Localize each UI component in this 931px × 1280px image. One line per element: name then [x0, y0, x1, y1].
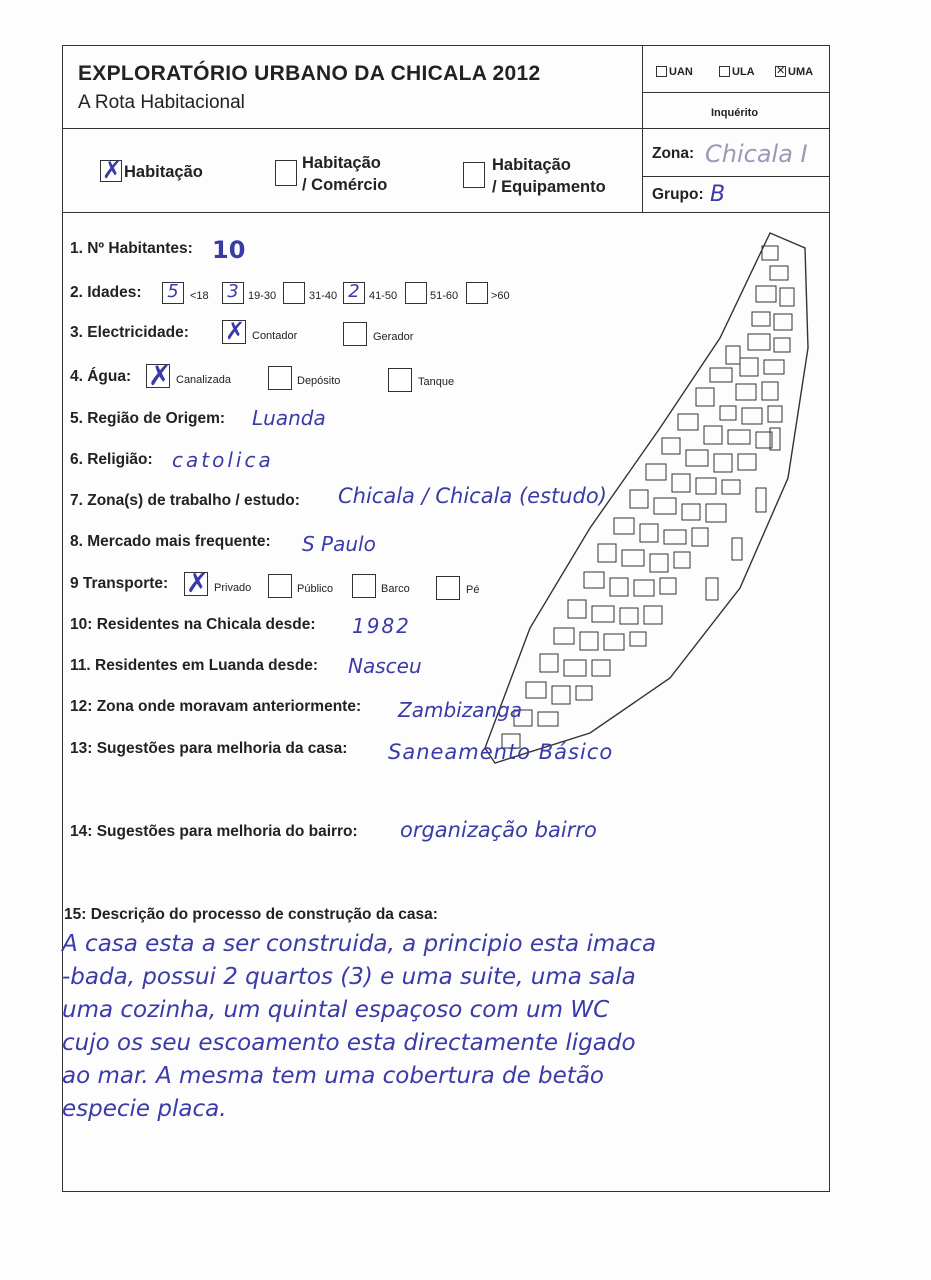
option-habitacao-equipamento-line1: Habitação — [492, 156, 571, 174]
option-habitacao-equipamento-line2: / Equipamento — [492, 178, 606, 196]
q8-label: 8. Mercado mais frequente: — [70, 533, 271, 550]
option-habitacao-comercio-line2: / Comércio — [302, 176, 388, 194]
q13-value: Saneamento Básico — [388, 740, 614, 764]
q15-description — [62, 928, 822, 1126]
check-mark-icon: ✗ — [148, 359, 172, 392]
zona-value: Chicala I — [705, 140, 808, 168]
q15-label: 15: Descrição do processo de construção da casa: — [64, 906, 438, 923]
option-gerador: Gerador — [373, 331, 414, 343]
q10-value: 1982 — [352, 614, 411, 638]
checkbox-privado[interactable] — [184, 568, 209, 599]
q14-value: organização bairro — [400, 818, 597, 842]
age-value-19-30: 3 — [227, 281, 239, 302]
q10-label: 10: Residentes na Chicala desde: — [70, 616, 316, 633]
age-label-41-50: 41-50 — [369, 290, 398, 302]
age-label-19-30: 19-30 — [248, 290, 277, 302]
option-deposito: Depósito — [297, 375, 341, 387]
q1-label: 1. Nº Habitantes: — [70, 240, 193, 257]
zona-label: Zona: — [652, 145, 695, 162]
q4-label: 4. Água: — [70, 368, 132, 385]
checkbox-barco[interactable] — [352, 574, 376, 598]
q11-value: Nasceu — [348, 654, 422, 678]
grupo-value: B — [710, 182, 726, 207]
q12-value: Zambizanga — [398, 698, 523, 722]
checkbox-publico[interactable] — [268, 574, 292, 598]
option-publico: Público — [297, 583, 334, 595]
checkbox-pe[interactable] — [436, 576, 460, 600]
label-uma: UMA — [788, 66, 814, 78]
q5-label: 5. Região de Origem: — [70, 410, 226, 427]
q14-label: 14: Sugestões para melhoria do bairro: — [70, 823, 358, 840]
check-mark-icon: ✗ — [225, 317, 246, 345]
page-subtitle: A Rota Habitacional — [78, 92, 245, 113]
age-box-under-18[interactable] — [162, 282, 184, 304]
q9-label: 9 Transporte: — [70, 575, 169, 592]
q12-label: 12: Zona onde moravam anteriormente: — [70, 698, 362, 715]
q13-label: 13: Sugestões para melhoria da casa: — [70, 740, 348, 757]
checkbox-uma-checked[interactable]: ✕ — [776, 65, 786, 77]
check-mark-icon: ✗ — [102, 156, 123, 184]
grupo-label: Grupo: — [652, 186, 704, 203]
age-label-31-40: 31-40 — [309, 290, 338, 302]
option-habitacao: Habitação — [124, 163, 203, 181]
checkbox-deposito[interactable] — [268, 366, 292, 390]
q3-label: 3. Electricidade: — [70, 324, 189, 341]
checkbox-ula[interactable] — [719, 66, 730, 77]
age-label-under-18: <18 — [190, 290, 209, 302]
type-divider — [62, 212, 830, 213]
label-uan: UAN — [669, 66, 693, 78]
checkbox-habitacao-comercio[interactable] — [275, 160, 297, 186]
checkbox-tanque[interactable] — [388, 368, 412, 392]
age-value-under-18: 5 — [167, 281, 179, 302]
age-label-over-60: >60 — [491, 290, 510, 302]
header-right-divider — [642, 45, 643, 212]
age-box-31-40[interactable] — [283, 282, 305, 304]
q6-value: catolica — [172, 448, 274, 472]
checkbox-canalizada[interactable] — [146, 359, 172, 392]
page-title: EXPLORATÓRIO URBANO DA CHICALA 2012 — [78, 62, 541, 85]
q15-line: cujo os seu escoamento esta directamente ligado — [62, 1030, 636, 1056]
inst-divider — [642, 92, 830, 93]
zona-divider — [642, 176, 830, 177]
option-tanque: Tanque — [418, 376, 455, 388]
age-label-51-60: 51-60 — [430, 290, 459, 302]
age-box-over-60[interactable] — [466, 282, 488, 304]
q15-line: A casa esta a ser construida, a principio esta imaca — [62, 931, 657, 957]
q15-line: -bada, possui 2 quartos (3) e uma suite, uma sala — [62, 964, 636, 990]
age-box-19-30[interactable] — [222, 282, 244, 304]
q1-value: 10 — [212, 236, 246, 264]
q15-line: ao mar. A mesma tem uma cobertura de betão — [62, 1063, 604, 1089]
age-box-51-60[interactable] — [405, 282, 427, 304]
q5-value: Luanda — [252, 406, 326, 430]
q2-label: 2. Idades: — [70, 284, 142, 301]
inquerito-label: Inquérito — [711, 107, 759, 119]
option-habitacao-comercio-line1: Habitação — [302, 154, 381, 172]
checkbox-habitacao[interactable] — [100, 156, 123, 184]
option-canalizada: Canalizada — [176, 374, 232, 386]
option-barco: Barco — [381, 583, 410, 595]
q15-line: especie placa. — [62, 1096, 227, 1122]
option-pe: Pé — [466, 584, 480, 596]
checkbox-habitacao-equipamento[interactable] — [463, 162, 485, 188]
option-contador: Contador — [252, 330, 298, 342]
q6-label: 6. Religião: — [70, 451, 153, 468]
checkbox-uan[interactable] — [656, 66, 667, 77]
q8-value: S Paulo — [302, 532, 376, 556]
checkbox-contador[interactable] — [222, 317, 246, 345]
checkbox-gerador[interactable] — [343, 322, 367, 346]
label-ula: ULA — [732, 66, 755, 78]
age-value-41-50: 2 — [348, 281, 360, 302]
q11-label: 11. Residentes em Luanda desde: — [70, 657, 319, 674]
q7-value: Chicala / Chicala (estudo) — [338, 484, 607, 508]
check-mark-icon: ✗ — [186, 568, 209, 599]
age-box-41-50[interactable] — [343, 282, 365, 304]
q15-line: uma cozinha, um quintal espaçoso com um WC — [62, 997, 610, 1023]
header-divider — [62, 128, 830, 129]
q7-label: 7. Zona(s) de trabalho / estudo: — [70, 492, 300, 509]
option-privado: Privado — [214, 582, 252, 594]
